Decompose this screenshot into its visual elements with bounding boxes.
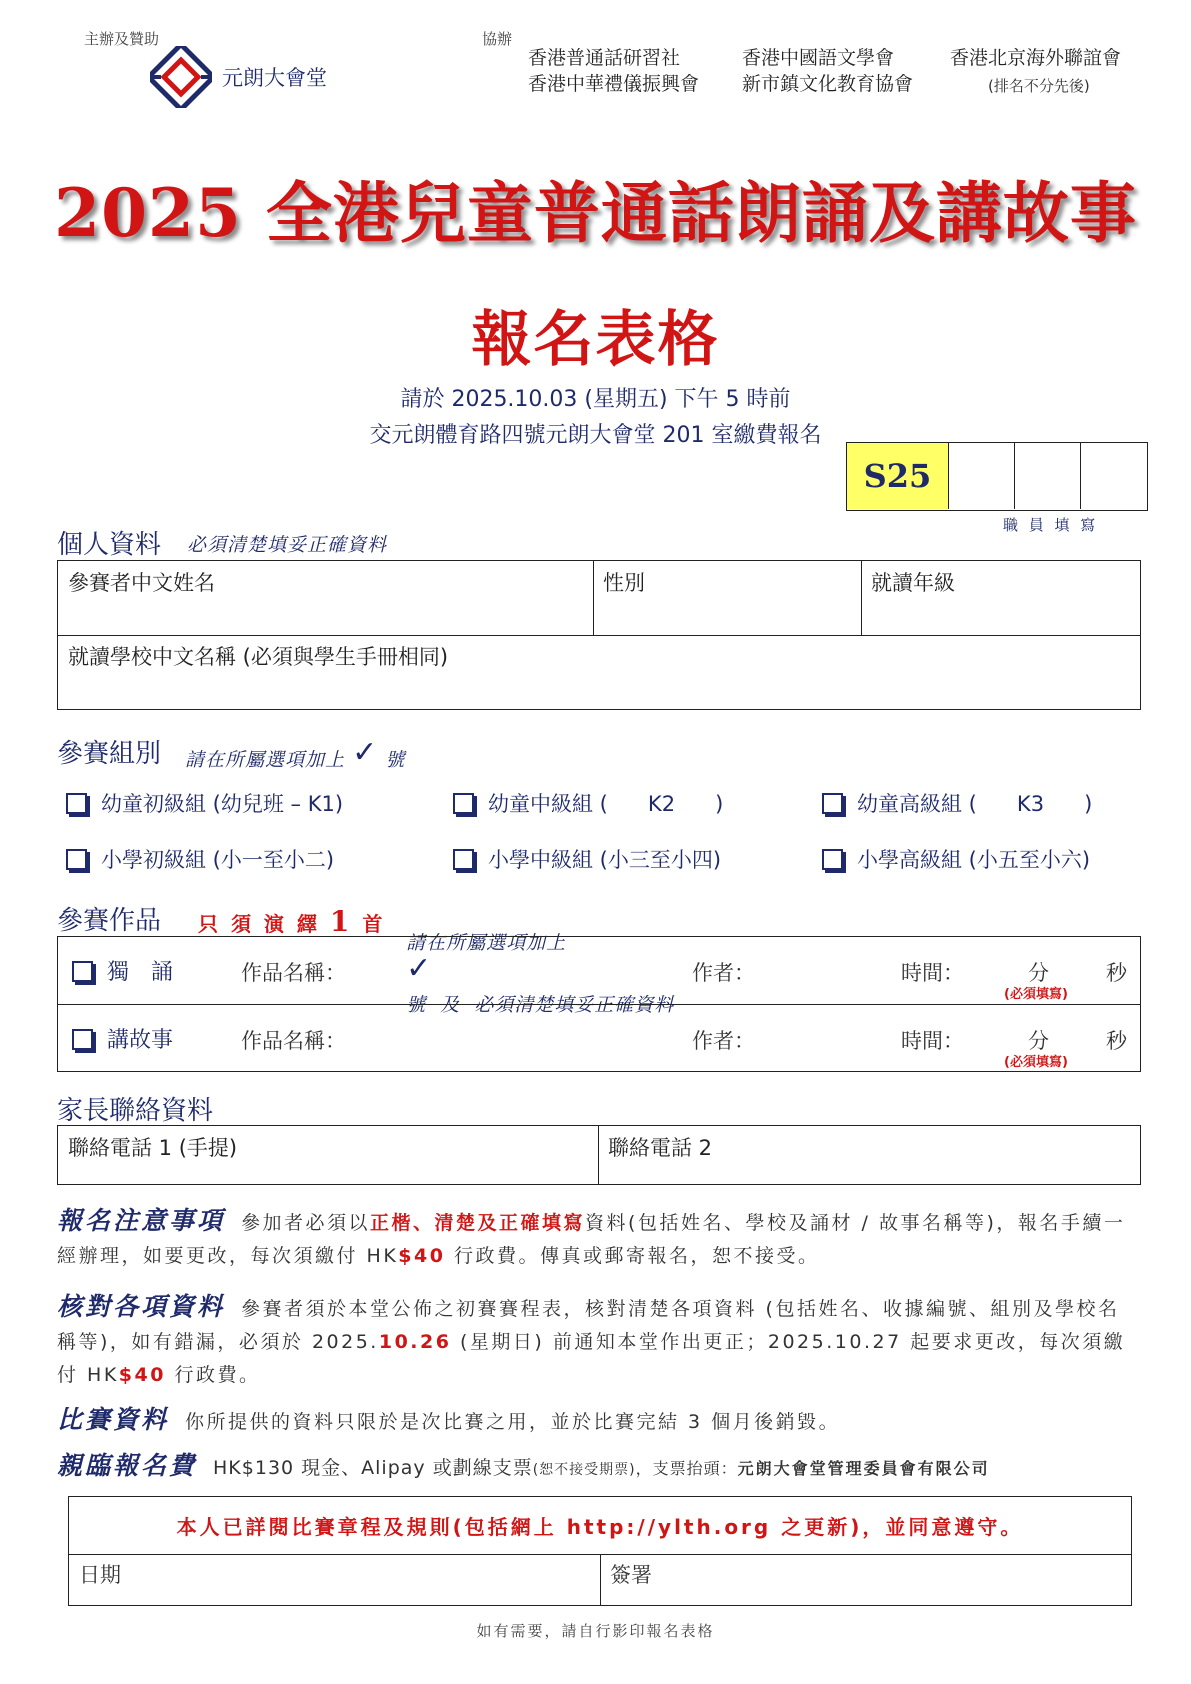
note-registration-heading: 報名注意事項 — [57, 1206, 226, 1235]
personal-col-divider-1 — [593, 561, 594, 635]
declaration-text: 本人已詳閱比賽章程及規則(包括網上 http://ylth.org 之更新)，並同意遵守。 — [176, 1515, 1024, 1539]
seconds-label: 秒 — [1106, 1029, 1127, 1053]
check-mark-icon: ✓ — [406, 951, 433, 986]
note-verify-heading: 核對各項資料 — [57, 1292, 226, 1321]
author-label: 作者： — [692, 1029, 755, 1053]
work-title-label: 作品名稱： — [241, 1029, 346, 1053]
date-field[interactable] — [79, 1581, 589, 1603]
staff-divider-1 — [1014, 443, 1015, 509]
group-option-p1-p2[interactable] — [66, 844, 334, 874]
group-option-k2[interactable] — [453, 788, 723, 818]
note-verify — [57, 1290, 1137, 1392]
time-label: 時間： — [901, 1029, 964, 1053]
works-only-one — [198, 905, 385, 938]
grade-field[interactable] — [871, 595, 1131, 631]
phone1-field[interactable] — [68, 1156, 588, 1182]
note-fee-heading: 親臨報名費 — [57, 1451, 198, 1480]
checkbox-icon[interactable] — [66, 849, 87, 870]
footer-note: 如有需要，請自行影印報名表格 — [476, 1622, 715, 1640]
co-org-5: 新市鎮文化教育協會 — [742, 73, 914, 95]
gender-field-label: 性別 — [603, 571, 645, 595]
works-hint-suffix: 號 及 必須清楚填妥正確資料 — [406, 994, 675, 1016]
deadline-line-1: 請於 2025.10.03 (星期五) 下午 5 時前 — [400, 387, 791, 412]
form-title: 報名表格 — [471, 305, 720, 375]
work-title-field[interactable] — [348, 1019, 728, 1055]
note-fee: $40 — [398, 1245, 446, 1267]
parent-col-divider — [598, 1126, 599, 1184]
note-text: HK$130 現金、Alipay 或劃線支票 — [213, 1457, 533, 1479]
note-privacy — [57, 1403, 1137, 1439]
declaration-box — [68, 1496, 1132, 1606]
note-text: 參賽者須於本堂公佈之初賽賽程表，核對清楚各項資料 (包括姓名、收據編號、組別及學校名稱等)，如有錯漏，必須於 2025. — [57, 1298, 1120, 1353]
group-option-p5-p6[interactable] — [822, 844, 1090, 874]
seconds-label: 秒 — [1106, 961, 1127, 985]
group-option-label: 小學高級組 (小五至小六) — [857, 848, 1091, 872]
work-title-label: 作品名稱： — [241, 961, 346, 985]
note-fee: $40 — [118, 1364, 166, 1386]
work-title-field[interactable] — [348, 951, 728, 987]
group-option-p3-p4[interactable] — [453, 844, 721, 874]
note-text: 你所提供的資料只限於是次比賽之用，並於比賽完結 3 個月後銷毀。 — [185, 1411, 841, 1433]
works-table — [57, 936, 1141, 1072]
works-only-number: 1 — [329, 905, 353, 938]
works-only-text: 只 須 演 繹 — [198, 912, 320, 936]
note-text: 行政費。 — [174, 1364, 261, 1386]
work-type-label: 講故事 — [107, 1028, 174, 1053]
parent-title: 家長聯絡資料 — [57, 1096, 214, 1126]
groups-title: 參賽組別 — [57, 739, 162, 769]
time-label: 時間： — [901, 961, 964, 985]
checkbox-icon[interactable] — [822, 849, 843, 870]
name-field[interactable] — [68, 595, 586, 631]
school-field-label: 就讀學校中文名稱 (必須與學生手冊相同) — [68, 645, 449, 669]
checkbox-icon[interactable] — [66, 793, 87, 814]
note-text: 資料(包括姓名、學校及誦材 / 故事名稱等)，報名手續一經辦理，如要更改，每次須繳付 HK — [57, 1212, 1126, 1267]
personal-hint: 必須清楚填妥正確資料 — [187, 534, 388, 556]
note-date: 10.26 — [378, 1331, 452, 1353]
staff-box — [846, 442, 1148, 511]
signature-label: 簽署 — [610, 1563, 652, 1587]
minutes-label: 分 — [1028, 961, 1049, 985]
groups-hint-suffix: 號 — [385, 749, 406, 771]
staff-note: 職 員 填 寫 — [1003, 516, 1099, 534]
works-row-divider — [58, 1004, 1140, 1005]
check-mark-icon: ✓ — [352, 735, 379, 770]
group-option-label: 幼童中級組 ( K2 ) — [488, 792, 724, 816]
required-note: (必須填寫) — [1004, 1055, 1068, 1070]
name-field-label: 參賽者中文姓名 — [68, 571, 215, 595]
work-type-recitation[interactable] — [72, 955, 173, 986]
groups-hint-text: 請在所屬選項加上 — [185, 749, 346, 771]
checkbox-icon[interactable] — [72, 961, 93, 982]
payee-name: 元朗大會堂管理委員會有限公司 — [737, 1459, 990, 1478]
group-option-label: 幼童初級組 (幼兒班 – K1) — [101, 792, 344, 816]
work-type-label: 獨 誦 — [107, 960, 174, 985]
required-note: (必須填寫) — [1004, 987, 1068, 1002]
group-option-k1[interactable] — [66, 788, 343, 818]
note-privacy-heading: 比賽資料 — [57, 1405, 170, 1434]
work-type-storytelling[interactable] — [72, 1023, 173, 1054]
hall-logo-icon — [150, 46, 212, 108]
note-text: (星期日) 前通知本堂作出更正；2025.10.27 起要求更改，每次須繳付 HK — [57, 1331, 1126, 1386]
co-org-note: (排名不分先後) — [988, 77, 1090, 95]
works-hint-text: 請在所屬選項加上 — [406, 932, 567, 954]
minutes-label: 分 — [1028, 1029, 1049, 1053]
declaration-col-divider — [600, 1554, 601, 1605]
note-small: (恕不接受期票) — [532, 1462, 636, 1478]
school-field[interactable] — [68, 669, 1128, 705]
checkbox-icon[interactable] — [72, 1029, 93, 1050]
sponsor-name: 元朗大會堂 — [222, 66, 327, 90]
group-option-label: 小學中級組 (小三至小四) — [488, 848, 722, 872]
checkbox-icon[interactable] — [453, 849, 474, 870]
phone2-label: 聯絡電話 2 — [608, 1136, 713, 1160]
works-title: 參賽作品 — [57, 906, 162, 936]
personal-title: 個人資料 — [57, 530, 162, 560]
note-text: ，支票抬頭： — [635, 1459, 738, 1478]
works-only-suffix: 首 — [362, 912, 386, 936]
deadline-line-2: 交元朗體育路四號元朗大會堂 201 室繳費報名 — [369, 423, 822, 448]
author-label: 作者： — [692, 961, 755, 985]
note-text: 行政費。傳真或郵寄報名，恕不接受。 — [454, 1245, 820, 1267]
co-org-2: 香港中國語文學會 — [742, 47, 895, 69]
phone2-field[interactable] — [608, 1156, 1128, 1182]
parent-table — [57, 1125, 1141, 1185]
note-registration — [57, 1204, 1137, 1273]
co-org-4: 香港中華禮儀振興會 — [528, 73, 700, 95]
checkbox-icon[interactable] — [453, 793, 474, 814]
signature-field[interactable] — [610, 1581, 1120, 1603]
sponsor-label: 主辦及贊助 — [84, 30, 160, 48]
phone1-label: 聯絡電話 1 (手提) — [68, 1136, 238, 1160]
author-field[interactable] — [758, 1019, 888, 1055]
staff-code: S25 — [847, 443, 949, 509]
groups-hint — [185, 735, 406, 774]
gender-field[interactable] — [603, 595, 853, 631]
personal-col-divider-2 — [861, 561, 862, 635]
date-label: 日期 — [79, 1563, 121, 1587]
group-option-k3[interactable] — [822, 788, 1092, 818]
note-emphasis: 正楷、清楚及正確填寫 — [370, 1212, 586, 1234]
personal-table — [57, 560, 1141, 710]
grade-field-label: 就讀年級 — [871, 571, 955, 595]
co-organiser-label: 協辦 — [482, 30, 513, 48]
group-option-label: 幼童高級組 ( K3 ) — [857, 792, 1093, 816]
co-org-1: 香港普通話研習社 — [528, 47, 681, 69]
personal-row-divider — [58, 635, 1140, 636]
note-fee-info — [57, 1449, 1157, 1487]
group-option-label: 小學初級組 (小一至小二) — [101, 848, 335, 872]
staff-divider-2 — [1080, 443, 1081, 509]
checkbox-icon[interactable] — [822, 793, 843, 814]
co-org-3: 香港北京海外聯誼會 — [950, 47, 1122, 69]
note-text: 參加者必須以 — [241, 1212, 371, 1234]
author-field[interactable] — [758, 951, 888, 987]
page-title: 2025 全港兒童普通話朗誦及講故事 — [54, 174, 1137, 252]
